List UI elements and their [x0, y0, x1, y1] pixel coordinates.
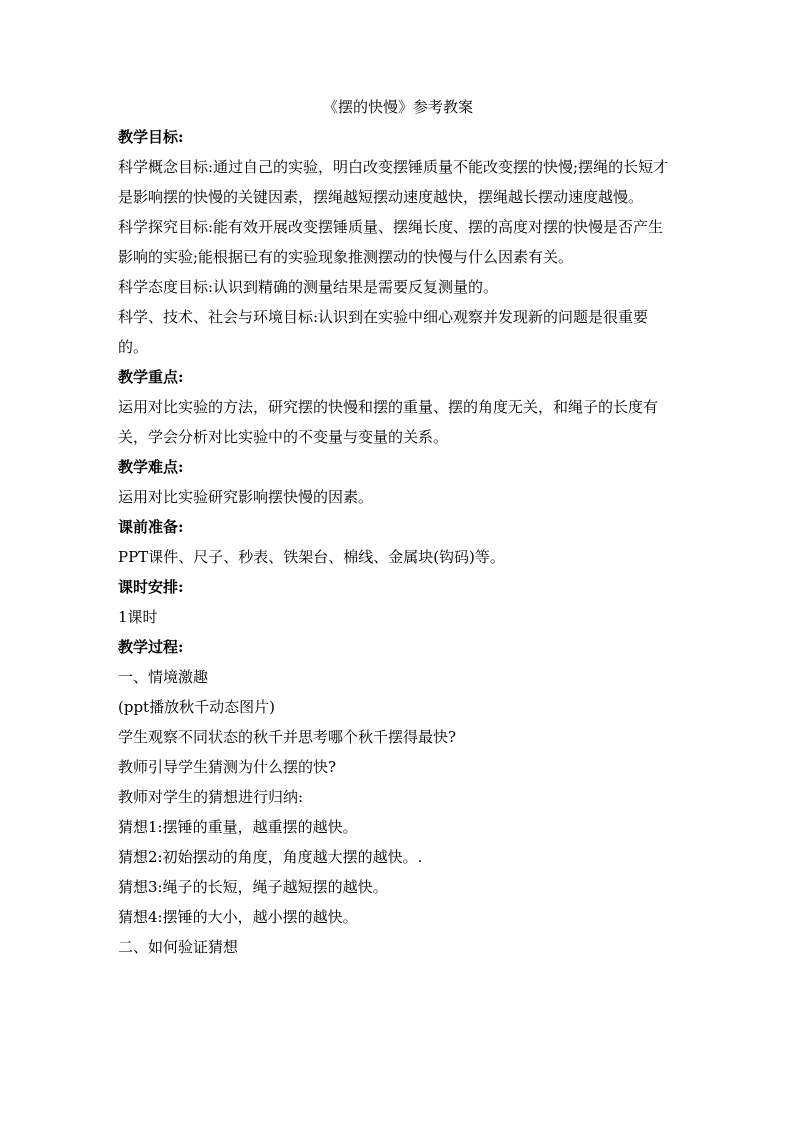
section-heading: 教学目标: — [118, 128, 184, 146]
document-page — [118, 92, 678, 962]
paragraph: 科学探究目标:能有效开展改变摆锤质量、摆绳长度、摆的高度对摆的快慢是否产生影响的实验;能根据已有的实验现象推测摆动的快慢与什么因素有关。 — [118, 218, 664, 266]
paragraph: (ppt播放秋千动态图片) — [118, 698, 275, 716]
paragraph: 科学、技术、社会与环境目标:认识到在实验中细心观察并发现新的问题是很重要的。 — [118, 308, 649, 356]
section-heading: 教学重点: — [118, 368, 184, 386]
paragraph: 教师引导学生猜测为什么摆的快? — [118, 758, 337, 776]
paragraph: 教师对学生的猜想进行归纳: — [118, 788, 304, 806]
section-heading: 教学难点: — [118, 458, 184, 476]
paragraph: 猜想1:摆锤的重量，越重摆的越快。 — [118, 818, 358, 836]
section-heading: 课前准备: — [118, 518, 184, 536]
paragraph: 猜想4:摆锤的大小，越小摆的越快。 — [118, 908, 358, 926]
document-title: 《摆的快慢》参考教案 — [322, 98, 473, 116]
paragraph: 科学态度目标:认识到精确的测量结果是需要反复测量的。 — [118, 278, 499, 296]
paragraph: PPT课件、尺子、秒表、铁架台、棉线、金属块(钩码)等。 — [118, 548, 505, 566]
paragraph: 科学概念目标:通过自己的实验，明白改变摆锤质量不能改变摆的快慢;摆绳的长短才是影响摆的快慢的关键因素，摆绳越短摆动速度越快，摆绳越长摆动速度越慢。 — [118, 158, 669, 206]
section-heading: 教学过程: — [118, 638, 184, 656]
paragraph: 一、情境激趣 — [118, 668, 209, 686]
paragraph: 运用对比实验研究影响摆快慢的因素。 — [118, 488, 374, 506]
paragraph: 1课时 — [118, 608, 158, 626]
paragraph: 二、如何验证猜想 — [118, 938, 239, 956]
document-body — [118, 122, 678, 962]
paragraph: 运用对比实验的方法，研究摆的快慢和摆的重量、摆的角度无关，和绳子的长度有关，学会分析对比实验中的不变量与变量的关系。 — [118, 398, 659, 446]
paragraph: 学生观察不同状态的秋千并思考哪个秋千摆得最快? — [118, 728, 457, 746]
paragraph: 猜想3:绳子的长短，绳子越短摆的越快。 — [118, 878, 388, 896]
paragraph: 猜想2:初始摆动的角度，角度越大摆的越快。. — [118, 848, 423, 866]
section-heading: 课时安排: — [118, 578, 184, 596]
